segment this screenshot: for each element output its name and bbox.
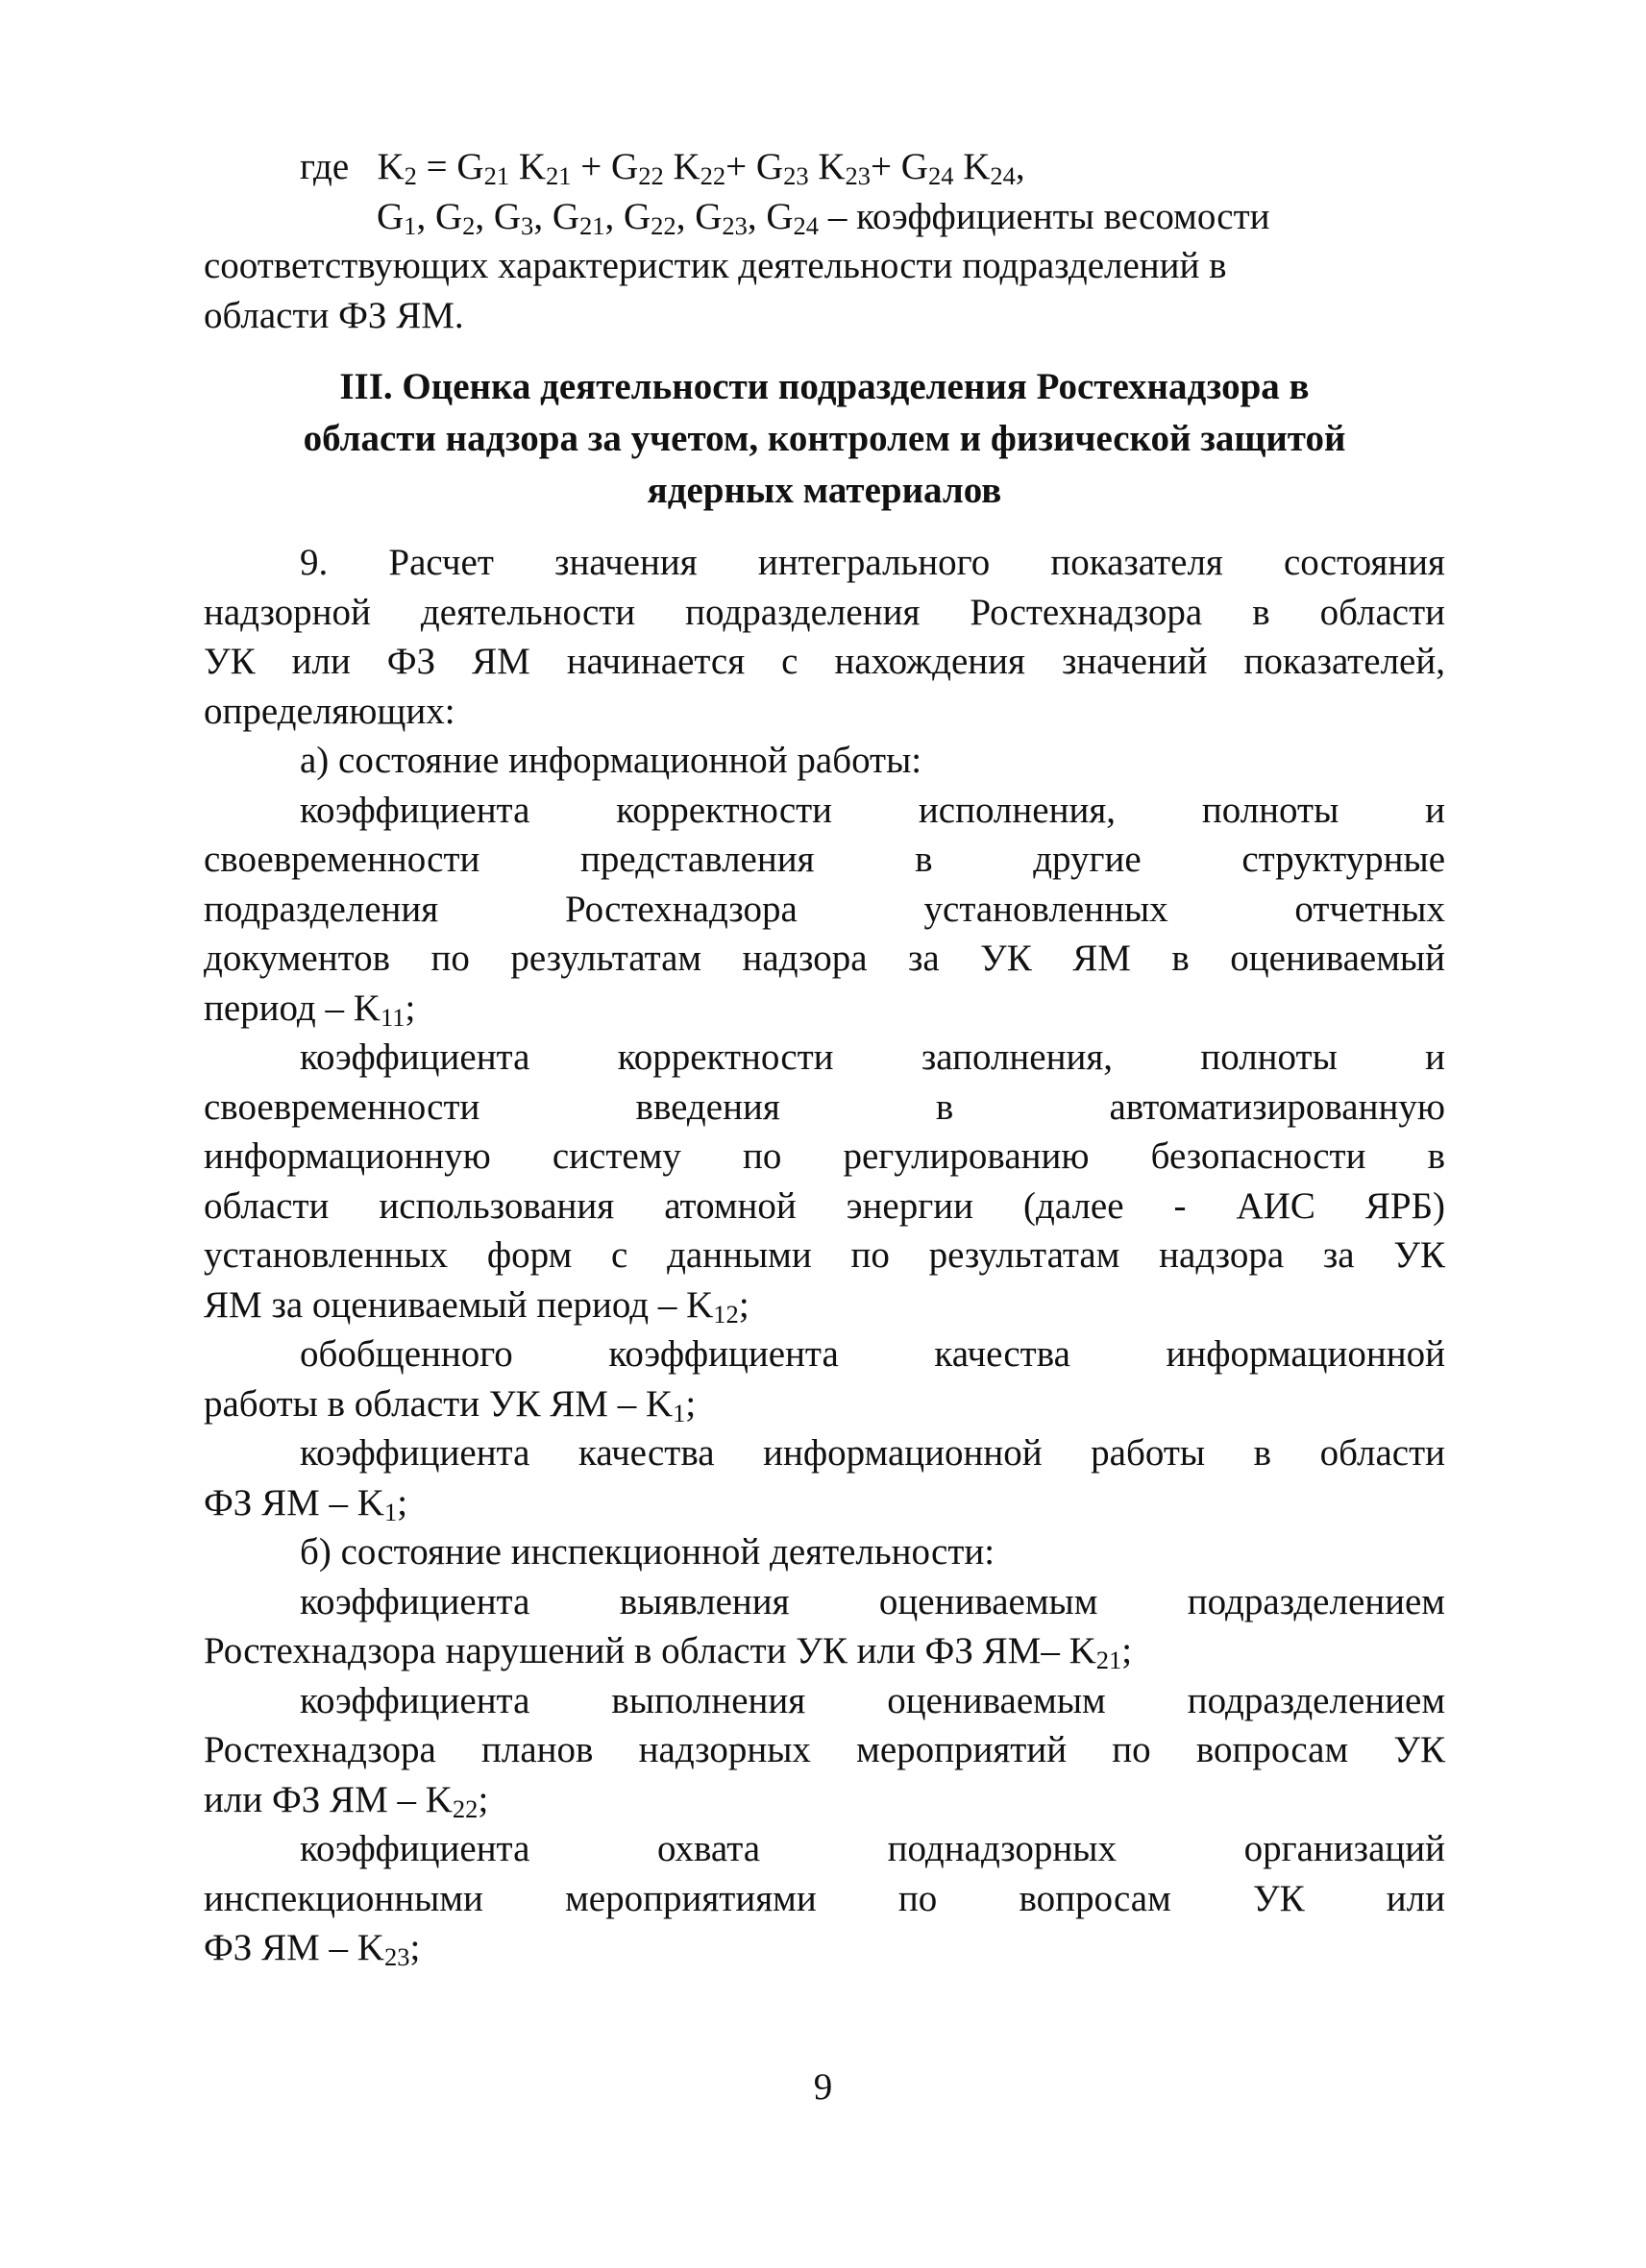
k22-item: коэффициента выполнения оцениваемым подразделением Ростехнадзора планов надзорных мероприятий по вопросам УК или ФЗ ЯМ – $K_{22}$;: [204, 1679, 1445, 1823]
k12-item: коэффициента корректности заполнения, полноты и своевременности введения в автоматизированную информационную систему по регулированию безопасности в области использования атомной энергии (далее - АИС ЯРБ) установленных форм с данными по результатам надзора за УК ЯМ за оцениваемый период – $K_{12}$;: [204, 1036, 1445, 1329]
k1-fz-item: коэффициента качества информационной работы в области ФЗ ЯМ – $K_1$;: [204, 1432, 1445, 1526]
page-number: 9: [813, 2066, 833, 2108]
formula-term-1: $G_{21}$ $K_{21}$ +: [456, 146, 612, 190]
formula-text-line: области ФЗ ЯМ.: [204, 294, 464, 336]
section-a-title: а) состояние информационной работы:: [300, 740, 922, 781]
formula-term-4: $G_{24}$ $K_{24}$: [900, 146, 1016, 190]
formula-term-3: $G_{23}$ $K_{23}+$: [755, 146, 901, 190]
k23-item: коэффициента охвата поднадзорных организаций инспекционными мероприятиями по вопросам УК или ФЗ ЯМ – $K_{23}$;: [204, 1828, 1445, 1971]
k21-item: коэффициента выявления оцениваемым подразделением Ростехнадзора нарушений в области УК или ФЗ ЯМ– $K_{21}$;: [204, 1580, 1445, 1674]
paragraph-9: 9. Расчет значения интегрального показателя состояния надзорной деятельности подразделения Ростехнадзора в области УК или ФЗ ЯМ начинается с нахождения значений показателей, определяющих:: [204, 542, 1445, 732]
formula-term-2: $G_{22}$ $K_{22}+$: [611, 146, 756, 190]
weights-list: $G_1$, $G_2$, $G_3$, $G_{21}$, $G_{22}$, $G_{23}$, $G_{24}$: [377, 195, 820, 240]
k11-item: коэффициента корректности исполнения, полноты и своевременности представления в другие структурные подразделения Ростехнадзора установленных отчетных документов по результатам надзора за УК ЯМ в оцениваемый период – $K_{11}$;: [204, 789, 1445, 1032]
section-heading: III. Оценка деятельности подразделения Ростехнадзора в области надзора за учетом, контролем и физической защитой ядерных материалов: [303, 366, 1346, 511]
section-b-title: б) состояние инспекционной деятельности:: [300, 1531, 995, 1573]
formula-text-line: соответствующих характеристик деятельности подразделений в: [204, 245, 1227, 286]
formula-line: где $K_2 = G_{21}$ $K_{21} + G_{22}$ $K_{22}+ G_{23}$ $K_{23}+ G_{24}$ $K_{24}$,: [300, 146, 1025, 190]
weights-line: $G_1$, $G_2$, $G_3$, $G_{21}$, $G_{22}$, $G_{23}$, $G_{24}$ – коэффициенты весомости: [377, 195, 1270, 240]
document-page: [204, 142, 1445, 1973]
where-word: где: [300, 146, 350, 187]
k1-uk-item: обобщенного коэффициента качества информационной работы в области УК ЯМ – $K_1$;: [204, 1333, 1445, 1427]
